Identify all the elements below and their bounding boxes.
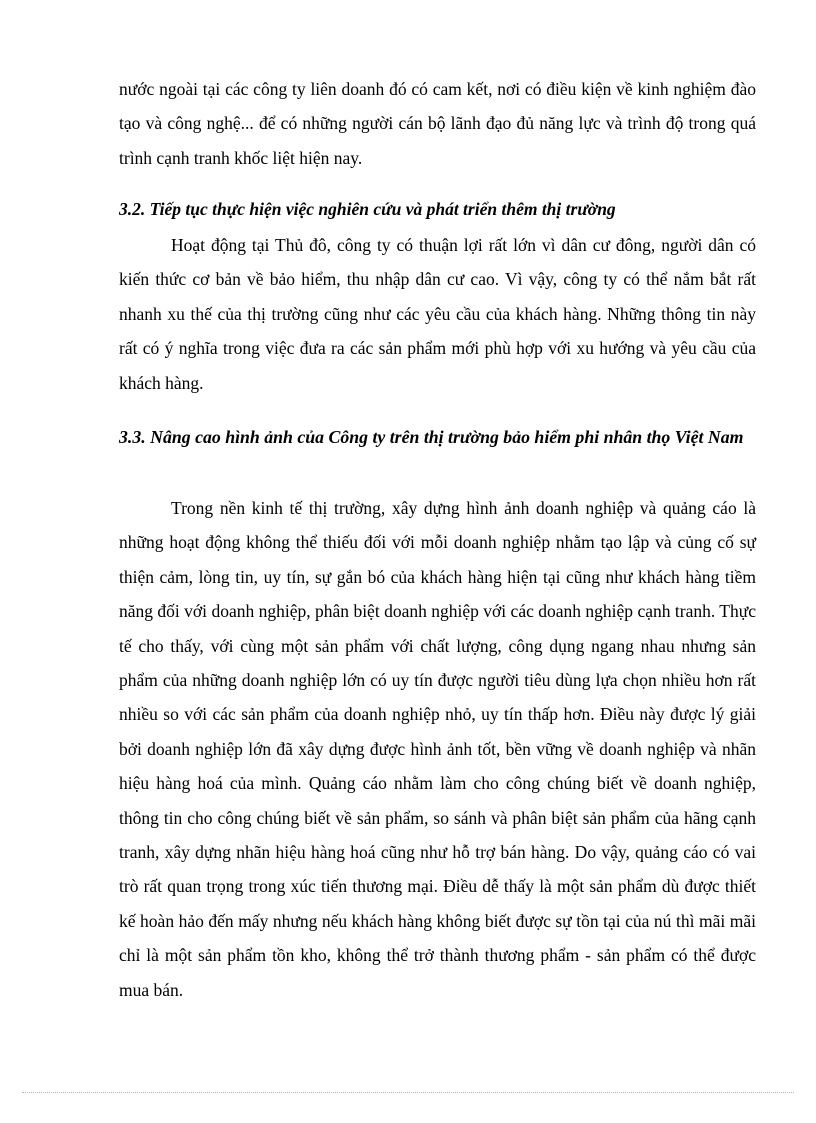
continuation-paragraph: nước ngoài tại các công ty liên doanh đó có cam kết, nơi có điều kiện về kinh nghiệm đào tạo và công nghệ... để có những người cán bộ lãnh đạo đủ năng lực và trình độ trong quá trình cạnh tranh khốc liệt hiện nay. [119, 79, 756, 168]
section-3-3-paragraph: Trong nền kinh tế thị trường, xây dựng hình ảnh doanh nghiệp và quảng cáo là những hoạt động không thể thiếu đối với mỗi doanh nghiệp nhằm tạo lập và củng cố sự thiện cảm, lòng tin, uy tín, sự gắn bó của khách hàng hiện tại cũng như khách hàng tiềm năng đối với doanh nghiệp, phân biệt doanh nghiệp với các doanh nghiệp cạnh tranh. Thực tế cho thấy, với cùng một sản phẩm với chất lượng, công dụng ngang nhau nhưng sản phẩm của những doanh nghiệp lớn có uy tín được người tiêu dùng lựa chọn nhiều hơn rất nhiều so với các sản phẩm của doanh nghiệp nhỏ, uy tín thấp hơn. Điều này được lý giải bởi doanh nghiệp lớn đã xây dựng được hình ảnh tốt, bền vững về doanh nghiệp và nhãn hiệu hàng hoá của mình. Quảng cáo nhằm làm cho công chúng biết về doanh nghiệp, thông tin cho công chúng biết về sản phẩm, so sánh và phân biệt sản phẩm của hãng cạnh tranh, xây dựng nhãn hiệu hàng hoá cũng như hỗ trợ bán hàng. Do vậy, quảng cáo có vai trò rất quan trọng trong xúc tiến thương mại. Điều dễ thấy là một sản phẩm dù được thiết kế hoàn hảo đến mấy nhưng nếu khách hàng không biết được sự tồn tại của nú thì mãi mãi chỉ là một sản phẩm tồn kho, không thể trở thành thương phẩm - sản phẩm có thể được mua bán. [119, 498, 756, 1000]
section-3-3-heading: 3.3. Nâng cao hình ảnh của Công ty trên thị trường bảo hiểm phi nhân thọ Việt Nam [119, 427, 744, 447]
page-bottom-divider [22, 1092, 794, 1093]
section-3-2-paragraph: Hoạt động tại Thủ đô, công ty có thuận lợi rất lớn vì dân cư đông, người dân có kiến thức cơ bản về bảo hiểm, thu nhập dân cư cao. Vì vậy, công ty có thể nắm bắt rất nhanh xu thế của thị trường cũng như các yêu cầu của khách hàng. Những thông tin này rất có ý nghĩa trong việc đưa ra các sản phẩm mới phù hợp với xu hướng và yêu cầu của khách hàng. [119, 235, 756, 393]
section-3-2-heading: 3.2. Tiếp tục thực hiện việc nghiên cứu và phát triển thêm thị trường [119, 199, 616, 219]
